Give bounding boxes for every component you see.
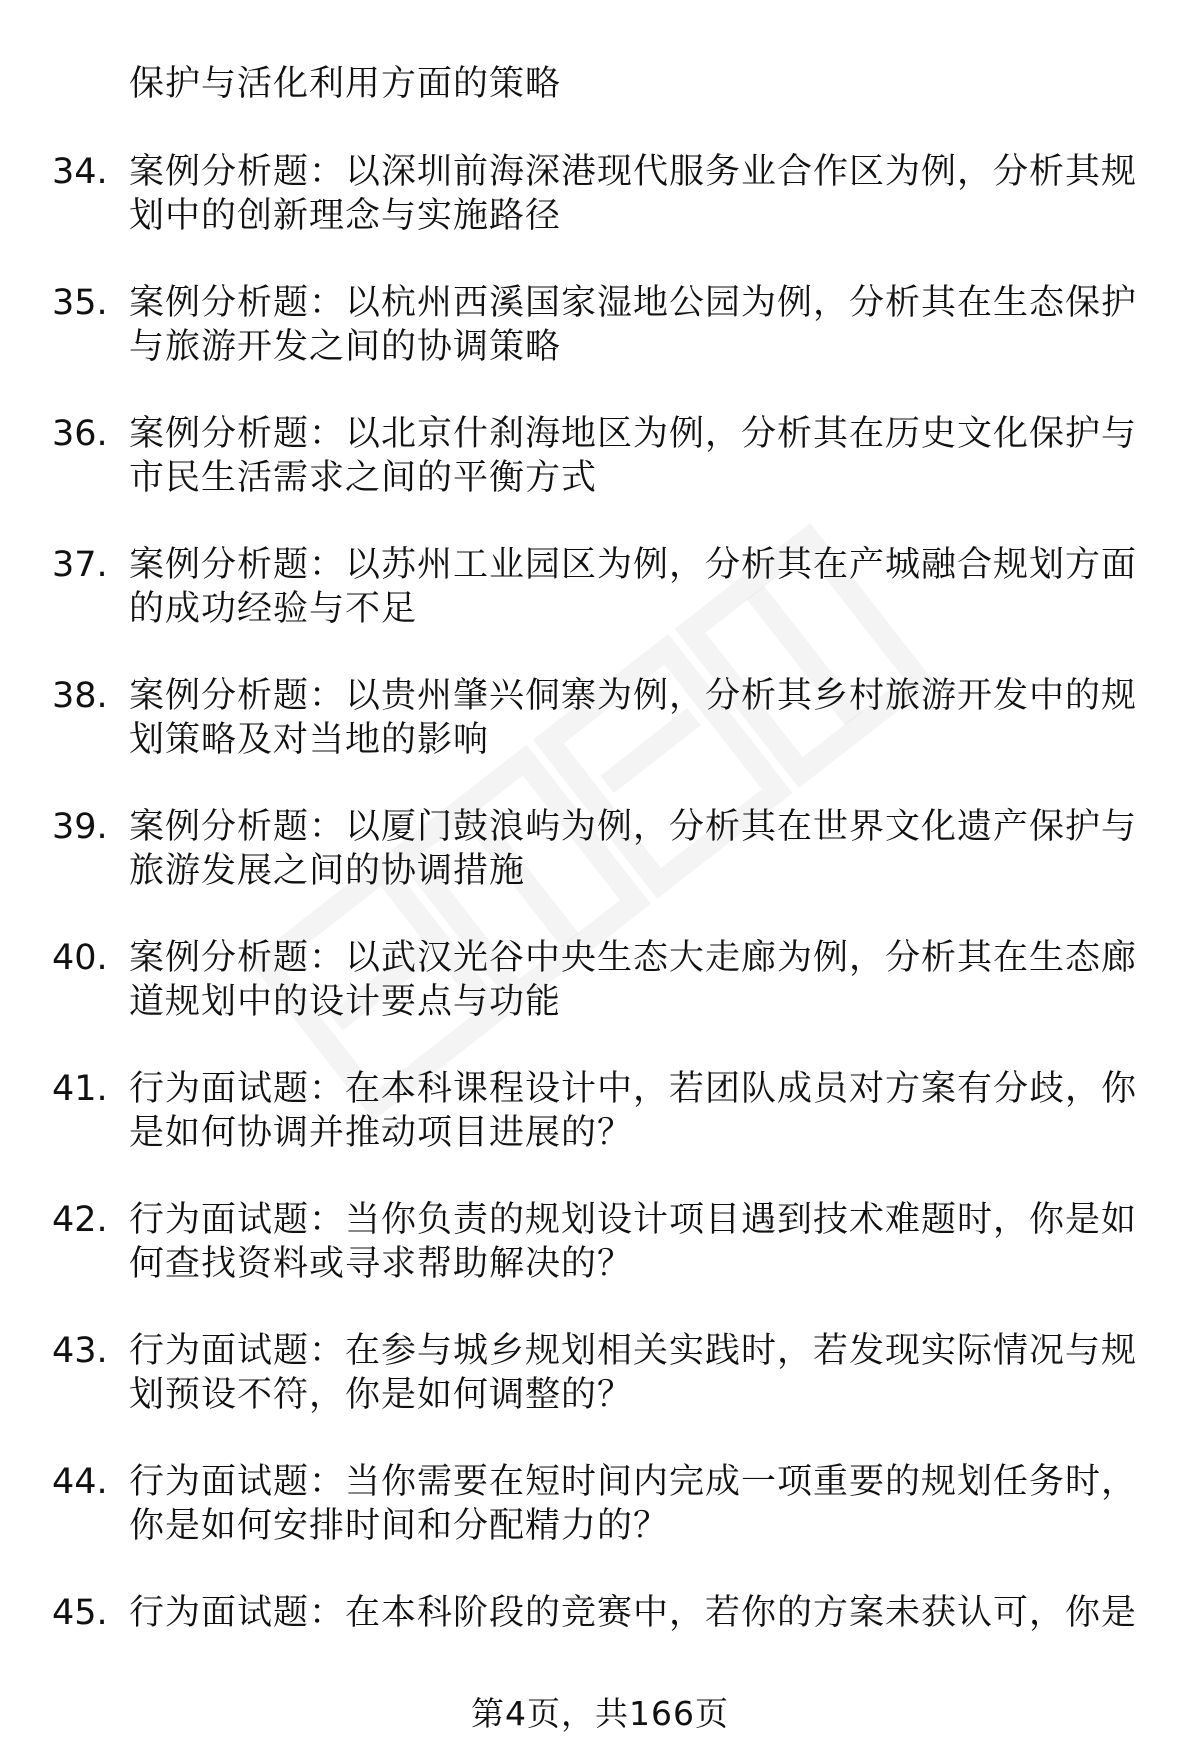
question-text-line: 的成功经验与不足: [129, 589, 418, 629]
question-text-line: 行为面试题：在本科课程设计中，若团队成员对方案有分歧，你: [129, 1069, 1138, 1109]
question-text: [129, 805, 1139, 893]
question-text-line: 案例分析题：以贵州肇兴侗寨为例，分析其乡村旅游开发中的规: [129, 676, 1138, 716]
question-text: [129, 1198, 1139, 1286]
question-text-line: 案例分析题：以北京什刹海地区为例，分析其在历史文化保护与: [129, 414, 1138, 454]
question-item: [0, 281, 1200, 412]
question-text-line: 划中的创新理念与实施路径: [129, 196, 562, 236]
question-item: [0, 805, 1200, 936]
question-item: [0, 674, 1200, 805]
question-number: 42.: [52, 1200, 108, 1240]
question-item: [0, 1198, 1200, 1329]
question-text-line: 案例分析题：以武汉光谷中央生态大走廊为例，分析其在生态廊: [129, 938, 1138, 978]
question-text-line: 行为面试题：在参与城乡规划相关实践时，若发现实际情况与规: [129, 1331, 1138, 1371]
question-item: [0, 936, 1200, 1067]
question-text-line: 何查找资料或寻求帮助解决的？: [129, 1244, 634, 1284]
question-text-line: 案例分析题：以杭州西溪国家湿地公园为例，分析其在生态保护: [129, 283, 1138, 323]
question-continuation-line: 保护与活化利用方面的策略: [129, 64, 562, 104]
question-number: 37.: [52, 545, 108, 585]
question-text-line: 道规划中的设计要点与功能: [129, 982, 562, 1022]
question-list: [0, 150, 1200, 1722]
question-item: [0, 1460, 1200, 1591]
question-text: [129, 150, 1139, 238]
question-text: [129, 543, 1139, 631]
question-item: [0, 543, 1200, 674]
page-number-footer: 第4页，共166页: [471, 1694, 729, 1733]
question-number: 34.: [52, 152, 108, 192]
question-text-line: 案例分析题：以苏州工业园区为例，分析其在产城融合规划方面: [129, 545, 1138, 585]
question-item: [0, 1067, 1200, 1198]
question-number: 40.: [52, 938, 108, 978]
question-number: 45.: [52, 1593, 108, 1633]
question-item: [0, 1329, 1200, 1460]
question-text: [129, 1591, 1139, 1635]
question-text-line: 市民生活需求之间的平衡方式: [129, 458, 598, 498]
question-number: 36.: [52, 414, 108, 454]
question-number: 41.: [52, 1069, 108, 1109]
question-text-line: 旅游发展之间的协调措施: [129, 851, 526, 891]
question-number: 44.: [52, 1462, 108, 1502]
question-text: [129, 1329, 1139, 1417]
question-text: [129, 674, 1139, 762]
question-number: 38.: [52, 676, 108, 716]
question-text: [129, 1460, 1139, 1548]
question-text-line: 行为面试题：当你需要在短时间内完成一项重要的规划任务时，: [129, 1462, 1138, 1502]
question-text-line: 行为面试题：当你负责的规划设计项目遇到技术难题时，你是如: [129, 1200, 1138, 1240]
question-text: [129, 412, 1139, 500]
question-text-line: 你是如何安排时间和分配精力的？: [129, 1506, 670, 1546]
question-text-line: 是如何协调并推动项目进展的？: [129, 1113, 634, 1153]
question-number: 35.: [52, 283, 108, 323]
question-item: [0, 412, 1200, 543]
question-number: 39.: [52, 807, 108, 847]
question-text-line: 划策略及对当地的影响: [129, 720, 490, 760]
question-text-line: 与旅游开发之间的协调策略: [129, 327, 562, 367]
question-item: [0, 150, 1200, 281]
question-text-line: 案例分析题：以厦门鼓浪屿为例，分析其在世界文化遗产保护与: [129, 807, 1138, 847]
question-number: 43.: [52, 1331, 108, 1371]
question-text-line: 案例分析题：以深圳前海深港现代服务业合作区为例，分析其规: [129, 152, 1138, 192]
question-text: [129, 281, 1139, 369]
question-text-line: 划预设不符，你是如何调整的？: [129, 1375, 634, 1415]
question-text: [129, 1067, 1139, 1155]
question-text: [129, 936, 1139, 1024]
question-text-line: 行为面试题：在本科阶段的竞赛中，若你的方案未获认可，你是: [129, 1593, 1138, 1633]
